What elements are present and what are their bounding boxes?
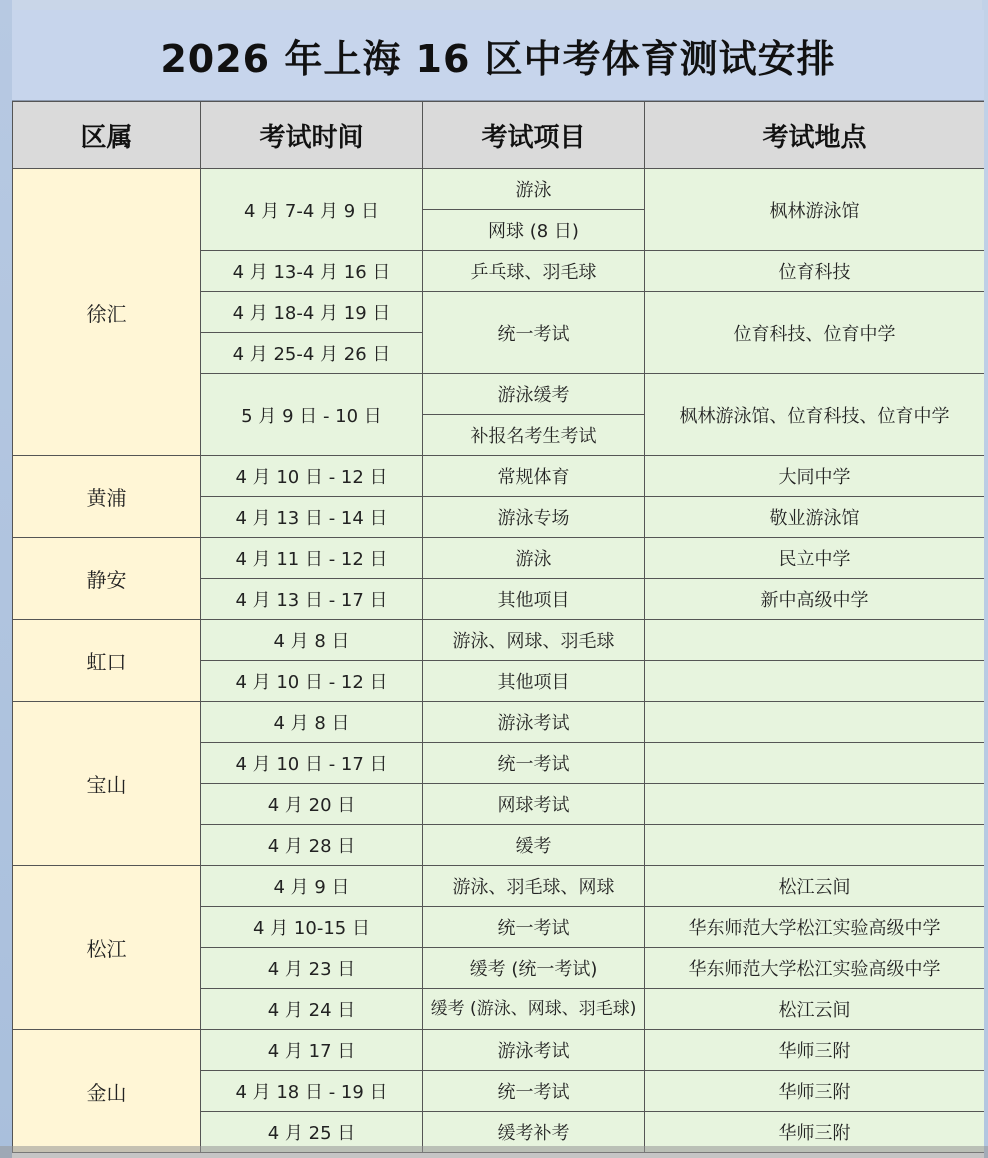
project-cell: 统一考试 (423, 292, 645, 374)
project-cell: 缓考补考 (423, 1112, 645, 1153)
time-cell: 4 月 11 日 - 12 日 (201, 538, 423, 579)
schedule-sheet (12, 10, 984, 1158)
location-cell: 大同中学 (645, 456, 985, 497)
project-cell: 乒乓球、羽毛球 (423, 251, 645, 292)
district-hongkou: 虹口 (13, 620, 201, 702)
project-cell: 游泳 (423, 538, 645, 579)
title-bar (12, 10, 984, 101)
time-cell: 4 月 10 日 - 17 日 (201, 743, 423, 784)
time-cell: 4 月 9 日 (201, 866, 423, 907)
table-row (13, 169, 985, 210)
location-cell: 位育科技 (645, 251, 985, 292)
header-time: 考试时间 (201, 102, 423, 169)
location-cell: 华师三附 (645, 1112, 985, 1153)
location-cell: 枫林游泳馆 (645, 169, 985, 251)
location-cell: 华师三附 (645, 1071, 985, 1112)
table-row (13, 538, 985, 579)
project-cell: 统一考试 (423, 907, 645, 948)
time-cell: 4 月 13 日 - 14 日 (201, 497, 423, 538)
location-cell: 新中高级中学 (645, 579, 985, 620)
project-cell: 其他项目 (423, 661, 645, 702)
time-cell: 4 月 18-4 月 19 日 (201, 292, 423, 333)
location-cell: 敬业游泳馆 (645, 497, 985, 538)
project-cell: 常规体育 (423, 456, 645, 497)
time-cell: 4 月 25 日 (201, 1112, 423, 1153)
project-cell: 统一考试 (423, 743, 645, 784)
time-cell: 4 月 10 日 - 12 日 (201, 456, 423, 497)
district-jinshan: 金山 (13, 1030, 201, 1153)
project-cell: 其他项目 (423, 579, 645, 620)
time-cell: 4 月 13-4 月 16 日 (201, 251, 423, 292)
location-cell: 华东师范大学松江实验高级中学 (645, 948, 985, 989)
district-baoshan: 宝山 (13, 702, 201, 866)
time-cell: 4 月 20 日 (201, 784, 423, 825)
time-cell: 4 月 7-4 月 9 日 (201, 169, 423, 251)
time-cell: 4 月 10-15 日 (201, 907, 423, 948)
project-cell: 游泳专场 (423, 497, 645, 538)
table-row (13, 620, 985, 661)
project-cell: 网球考试 (423, 784, 645, 825)
header-row (13, 102, 985, 169)
project-cell: 缓考 (423, 825, 645, 866)
location-cell (645, 743, 985, 784)
header-location: 考试地点 (645, 102, 985, 169)
project-cell: 游泳考试 (423, 702, 645, 743)
project-cell: 游泳 (423, 169, 645, 210)
time-cell: 4 月 25-4 月 26 日 (201, 333, 423, 374)
table-row (13, 866, 985, 907)
project-cell: 缓考 (游泳、网球、羽毛球) (423, 989, 645, 1030)
project-cell: 网球 (8 日) (423, 210, 645, 251)
district-jingan: 静安 (13, 538, 201, 620)
project-cell: 游泳、网球、羽毛球 (423, 620, 645, 661)
location-cell (645, 661, 985, 702)
time-cell: 4 月 10 日 - 12 日 (201, 661, 423, 702)
schedule-table (12, 101, 984, 1153)
project-cell: 补报名考生考试 (423, 415, 645, 456)
time-cell: 5 月 9 日 - 10 日 (201, 374, 423, 456)
project-cell: 游泳考试 (423, 1030, 645, 1071)
location-cell: 华东师范大学松江实验高级中学 (645, 907, 985, 948)
district-songjiang: 松江 (13, 866, 201, 1030)
time-cell: 4 月 28 日 (201, 825, 423, 866)
page-title: 2026 年上海 16 区中考体育测试安排 (160, 36, 836, 81)
location-cell: 民立中学 (645, 538, 985, 579)
district-xuhui: 徐汇 (13, 169, 201, 456)
table-row (13, 456, 985, 497)
location-cell: 松江云间 (645, 866, 985, 907)
project-cell: 游泳缓考 (423, 374, 645, 415)
time-cell: 4 月 18 日 - 19 日 (201, 1071, 423, 1112)
time-cell: 4 月 23 日 (201, 948, 423, 989)
time-cell: 4 月 13 日 - 17 日 (201, 579, 423, 620)
location-cell: 枫林游泳馆、位育科技、位育中学 (645, 374, 985, 456)
location-cell (645, 825, 985, 866)
header-project: 考试项目 (423, 102, 645, 169)
location-cell (645, 620, 985, 661)
project-cell: 游泳、羽毛球、网球 (423, 866, 645, 907)
bottom-edge-shadow (0, 1146, 988, 1158)
time-cell: 4 月 24 日 (201, 989, 423, 1030)
background-strip-left (0, 0, 12, 1158)
time-cell: 4 月 17 日 (201, 1030, 423, 1071)
district-huangpu: 黄浦 (13, 456, 201, 538)
table-row (13, 1030, 985, 1071)
time-cell: 4 月 8 日 (201, 620, 423, 661)
location-cell: 位育科技、位育中学 (645, 292, 985, 374)
time-cell: 4 月 8 日 (201, 702, 423, 743)
table-row (13, 702, 985, 743)
location-cell: 松江云间 (645, 989, 985, 1030)
header-district: 区属 (13, 102, 201, 169)
location-cell (645, 784, 985, 825)
project-cell: 统一考试 (423, 1071, 645, 1112)
project-cell: 缓考 (统一考试) (423, 948, 645, 989)
location-cell (645, 702, 985, 743)
location-cell: 华师三附 (645, 1030, 985, 1071)
